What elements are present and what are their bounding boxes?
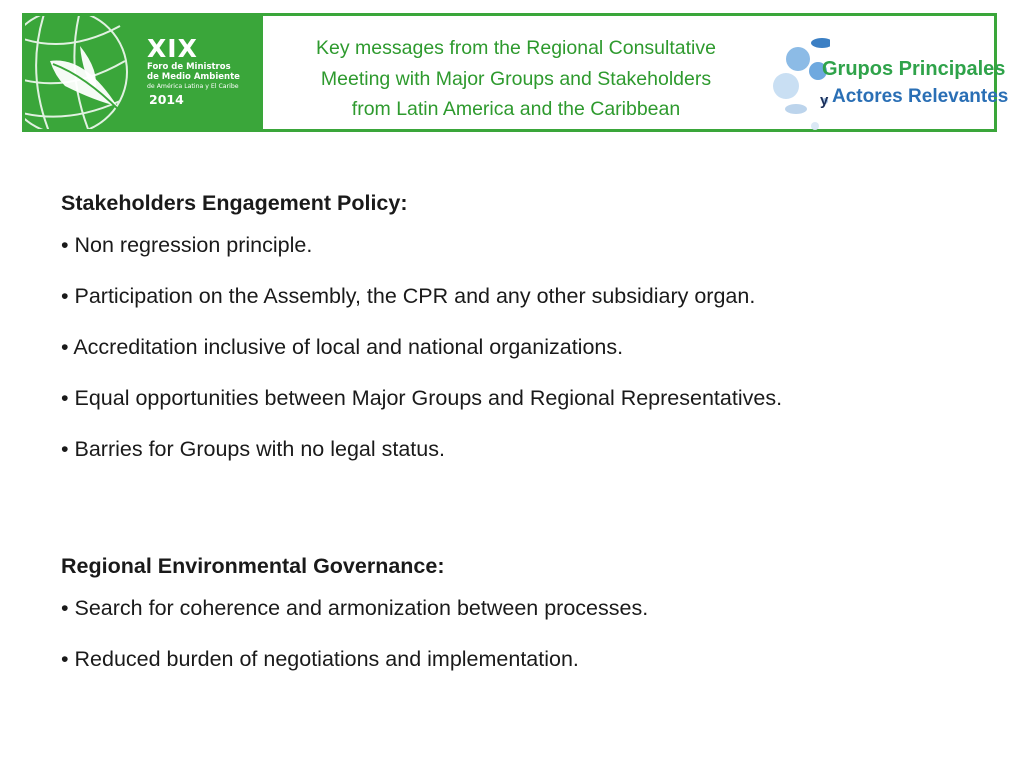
list-item: • Equal opportunities between Major Groups and Regional Representatives.	[61, 386, 783, 410]
bullet-list-governance	[61, 583, 981, 685]
list-item: • Accreditation inclusive of local and national organizations.	[61, 335, 624, 359]
bubbles-icon	[770, 26, 830, 131]
section-heading-engagement: Stakeholders Engagement Policy:	[61, 191, 408, 215]
section-heading-governance: Regional Environmental Governance:	[61, 554, 445, 578]
slide-body	[61, 187, 981, 685]
list-item: • Participation on the Assembly, the CPR and any other subsidiary organ.	[61, 284, 756, 308]
page-title	[277, 33, 755, 125]
title-line-2: Meeting with Major Groups and Stakeholders	[320, 67, 712, 90]
forum-line-1: Foro de Ministros	[147, 62, 231, 72]
header-banner	[22, 13, 1009, 132]
title-line-3: from Latin America and the Caribbean	[351, 98, 681, 120]
groups-logo	[770, 26, 1009, 126]
forum-logo	[25, 16, 263, 129]
list-item: • Reduced burden of negotiations and implementation.	[61, 647, 579, 671]
forum-year: 2014	[149, 92, 184, 107]
section-spacer	[61, 475, 981, 550]
groups-logo-line-1: Grupos Principales	[822, 58, 1006, 80]
list-item: • Search for coherence and armonization between processes.	[61, 596, 649, 620]
forum-roman-numeral: XIX	[147, 34, 198, 63]
title-line-1: Key messages from the Regional Consultative	[316, 37, 716, 59]
forum-line-3: de América Latina y El Caribe	[147, 83, 239, 90]
forum-line-2: de Medio Ambiente	[147, 72, 240, 82]
forum-logo-text	[147, 36, 240, 107]
list-item: • Non regression principle.	[61, 233, 313, 257]
bullet-list-engagement	[61, 220, 981, 475]
groups-logo-line-2: Actores Relevantes	[832, 86, 1009, 107]
groups-logo-conjunction: y	[820, 92, 829, 109]
list-item: • Barries for Groups with no legal status.	[61, 437, 445, 461]
